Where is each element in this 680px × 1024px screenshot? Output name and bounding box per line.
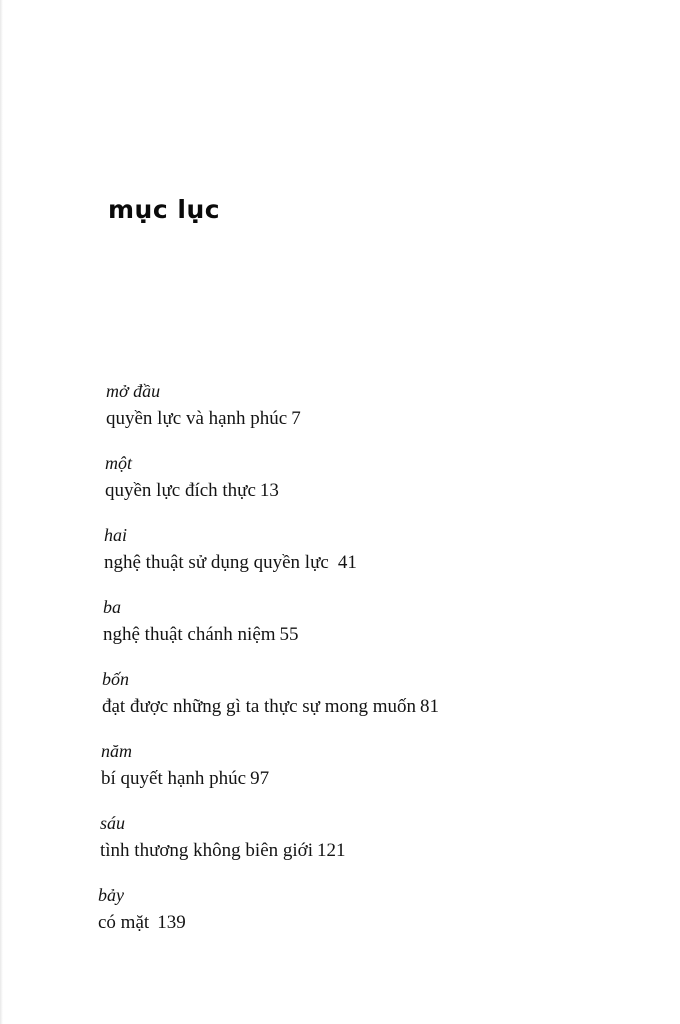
chapter-title: nghệ thuật sử dụng quyền lực bbox=[104, 552, 329, 573]
page-number: 81 bbox=[420, 696, 440, 717]
toc-entry bbox=[0, 884, 680, 935]
page-number: 7 bbox=[291, 408, 301, 429]
chapter-label: mở đầu bbox=[106, 381, 161, 401]
toc-heading: mục lục bbox=[108, 195, 221, 224]
page-number: 139 bbox=[157, 912, 186, 933]
chapter-label: năm bbox=[101, 741, 132, 761]
toc-entry bbox=[0, 668, 680, 719]
page-number: 13 bbox=[259, 480, 279, 501]
chapter-label: một bbox=[105, 453, 132, 473]
chapter-label: hai bbox=[104, 525, 128, 545]
chapter-title-line bbox=[102, 695, 680, 719]
toc-entry bbox=[0, 452, 680, 503]
chapter-title-line bbox=[103, 623, 680, 647]
chapter-label: bảy bbox=[98, 885, 124, 905]
chapter-title: bí quyết hạnh phúc bbox=[101, 768, 247, 789]
chapter-title: nghệ thuật chánh niệm bbox=[103, 624, 276, 645]
chapter-title-line bbox=[98, 911, 680, 935]
chapter-title: quyền lực đích thực bbox=[105, 480, 256, 501]
chapter-title: có mặt bbox=[98, 912, 150, 933]
page-number: 121 bbox=[317, 840, 346, 861]
chapter-title-line bbox=[105, 479, 680, 503]
toc-entry bbox=[0, 812, 680, 863]
page-number: 97 bbox=[250, 768, 270, 789]
toc-entry bbox=[0, 740, 680, 791]
toc-entry bbox=[0, 524, 680, 575]
page-number: 55 bbox=[279, 624, 299, 645]
chapter-title-line bbox=[101, 767, 680, 791]
chapter-title-line bbox=[100, 839, 680, 863]
chapter-label: bốn bbox=[102, 669, 129, 689]
chapter-label: sáu bbox=[100, 813, 126, 833]
chapter-title: quyền lực và hạnh phúc bbox=[106, 408, 288, 429]
chapter-title: tình thương không biên giới bbox=[100, 840, 313, 861]
chapter-title: đạt được những gì ta thực sự mong muốn bbox=[102, 696, 417, 717]
toc-entry bbox=[0, 380, 680, 431]
chapter-title-line bbox=[106, 407, 680, 431]
chapter-title-line bbox=[104, 551, 680, 575]
chapter-label: ba bbox=[103, 597, 121, 617]
page-number: 41 bbox=[337, 552, 357, 573]
toc-entry bbox=[0, 596, 680, 647]
